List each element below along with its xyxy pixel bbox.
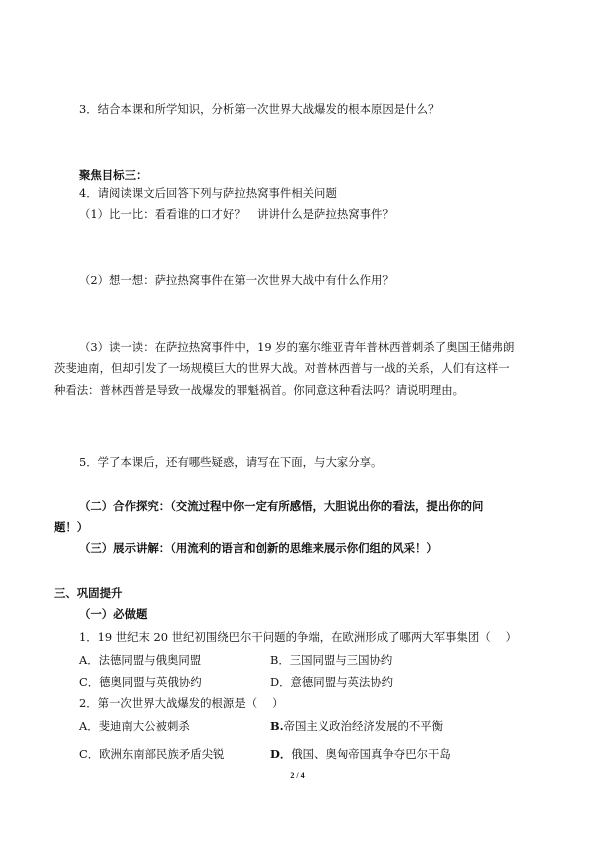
mc1-stem: 1．19 世纪末 20 世纪初围绕巴尔干问题的争端，在欧洲形成了哪两大军事集团（ ） (79, 630, 518, 644)
question-4-part-1: （1）比一比：看看谁的口才好？ 讲讲什么是萨拉热窝事件？ (79, 207, 394, 221)
mc2-option-b (270, 719, 443, 734)
cooperation-label: （二）合作探究： (79, 499, 171, 513)
mc2-stem: 2．第一次世界大战爆发的根源是（ ） (79, 696, 284, 710)
presentation-line (79, 541, 438, 556)
presentation-label: （三）展示讲解： (79, 541, 171, 555)
question-4-part-2: （2）想一想：萨拉热窝事件在第一次世界大战中有什么作用？ (79, 273, 394, 287)
question-5: 5．学了本课后，还有哪些疑惑，请写在下面，与大家分享。 (79, 455, 383, 469)
question-4-part-3-line-3: 种看法：普林西普是导致一战爆发的罪魁祸首。你同意这种看法吗？请说明理由。 (54, 383, 465, 397)
cooperation-line-1 (79, 499, 483, 514)
cooperation-line-2: 题！） (54, 520, 89, 534)
mc1-option-a: A．法德同盟与俄奥同盟 (79, 653, 202, 667)
mc2-option-c: C．欧洲东南部民族矛盾尖锐 (79, 747, 225, 761)
focus-goal-3-heading: 聚焦目标三： (79, 168, 148, 182)
mc2-option-a: A．斐迪南大公被刺杀 (79, 719, 190, 733)
mc1-option-d: D．意德同盟与英法协约 (270, 675, 394, 689)
question-4-part-3-line-1: （3）读一读：在萨拉热窝事件中，19 岁的塞尔维亚青年普林西普刺杀了奥国王储弗朗 (79, 340, 515, 354)
question-4: 4．请阅读课文后回答下列与萨拉热窝事件相关问题 (79, 186, 337, 200)
required-heading: （一）必做题 (79, 607, 148, 621)
mc1-option-c: C．德奥同盟与英俄协约 (79, 675, 202, 689)
mc2-option-d-letter: D． (270, 747, 292, 761)
cooperation-text: （交流过程中你一定有所感悟，大胆说出你的看法，提出你的问 (170, 499, 484, 513)
mc2-option-d (270, 747, 451, 762)
mc2-option-b-text: 帝国主义政治经济发展的不平衡 (283, 719, 444, 733)
mc2-option-d-text: 俄国、奥匈帝国真争夺巴尔干岛 (291, 747, 451, 761)
question-3: 3．结合本课和所学知识，分析第一次世界大战爆发的根本原因是什么？ (79, 102, 440, 116)
question-4-part-3-line-2: 茨斐迪南，但却引发了一场规模巨大的世界大战。对普林西普与一战的关系，人们有这样一 (54, 361, 510, 375)
section-3-heading: 三、巩固提升 (54, 586, 123, 600)
page-number: 2 / 4 (290, 771, 305, 780)
mc1-option-b: B．三国同盟与三国协约 (270, 653, 393, 667)
presentation-text: （用流利的语言和创新的思维来展示你们组的风采！） (170, 541, 438, 555)
mc2-option-b-letter: B. (270, 719, 284, 733)
